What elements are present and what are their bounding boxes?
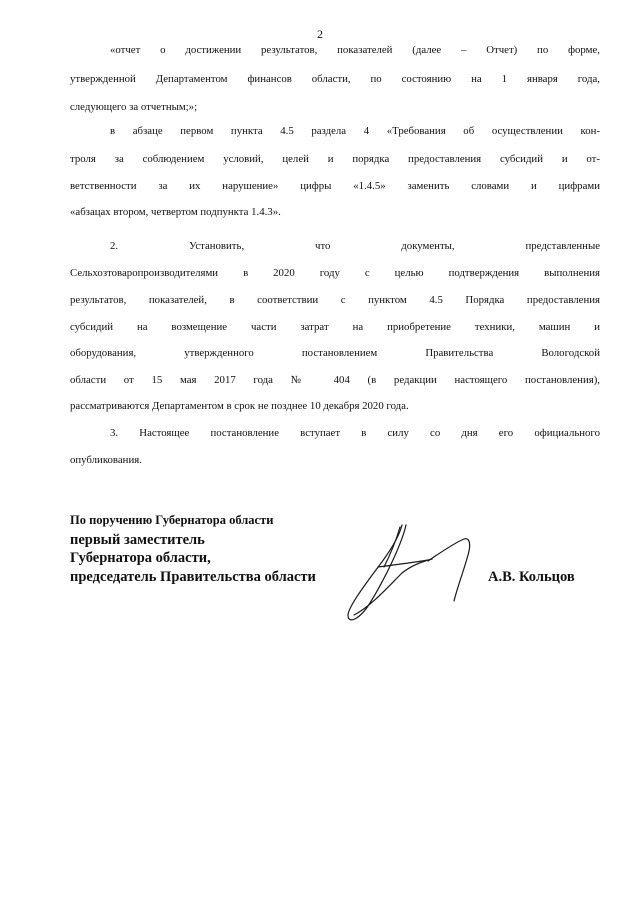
paragraph-2-line-1: в абзаце первом пункта 4.5 раздела 4 «Требования об осуществлении кон- (110, 125, 600, 137)
paragraph-3-line-3: результатов, показателей, в соответствии с пунктом 4.5 Порядка предоставления (70, 294, 600, 306)
paragraph-2-line-3: ветственности за их нарушение» цифры «1.4.5» заменить словами и цифрами (70, 180, 600, 192)
paragraph-3-line-2: Сельхозтоваропроизводителями в 2020 году с целью подтверждения выполнения (70, 267, 600, 279)
handwritten-signature (340, 515, 485, 630)
paragraph-2-line-2: троля за соблюдением условий, целей и порядка предоставления субсидий и от- (70, 153, 600, 165)
signer-position-line-1: первый заместитель (70, 532, 205, 548)
paragraph-3-line-6: области от 15 мая 2017 года № 404 (в редакции настоящего постановления), (70, 374, 600, 386)
paragraph-2-line-4: «абзацах втором, четвертом подпункта 1.4.3». (70, 206, 281, 218)
paragraph-3-line-4: субсидий на возмещение части затрат на приобретение техники, машин и (70, 321, 600, 333)
signer-position-line-2: Губернатора области, (70, 550, 211, 566)
paragraph-3-line-7: рассматриваются Департаментом в срок не позднее 10 декабря 2020 года. (70, 400, 409, 412)
paragraph-1-line-3: следующего за отчетным;»; (70, 101, 198, 113)
paragraph-4-line-1: 3. Настоящее постановление вступает в силу со дня его официального (110, 427, 600, 439)
signer-position-line-3: председатель Правительства области (70, 569, 316, 585)
paragraph-4-line-2: опубликования. (70, 454, 142, 466)
page-number: 2 (317, 27, 323, 41)
paragraph-3-line-1: 2. Установить, что документы, представленные (110, 240, 600, 252)
paragraph-1-line-2: утвержденной Департаментом финансов области, по состоянию на 1 января года, (70, 73, 600, 85)
signer-name: А.В. Кольцов (488, 569, 575, 585)
paragraph-3-line-5: оборудования, утвержденного постановлением Правительства Вологодской (70, 347, 600, 359)
paragraph-1-line-1: «отчет о достижении результатов, показателей (далее – Отчет) по форме, (110, 44, 600, 56)
signature-assignment: По поручению Губернатора области (70, 513, 274, 527)
